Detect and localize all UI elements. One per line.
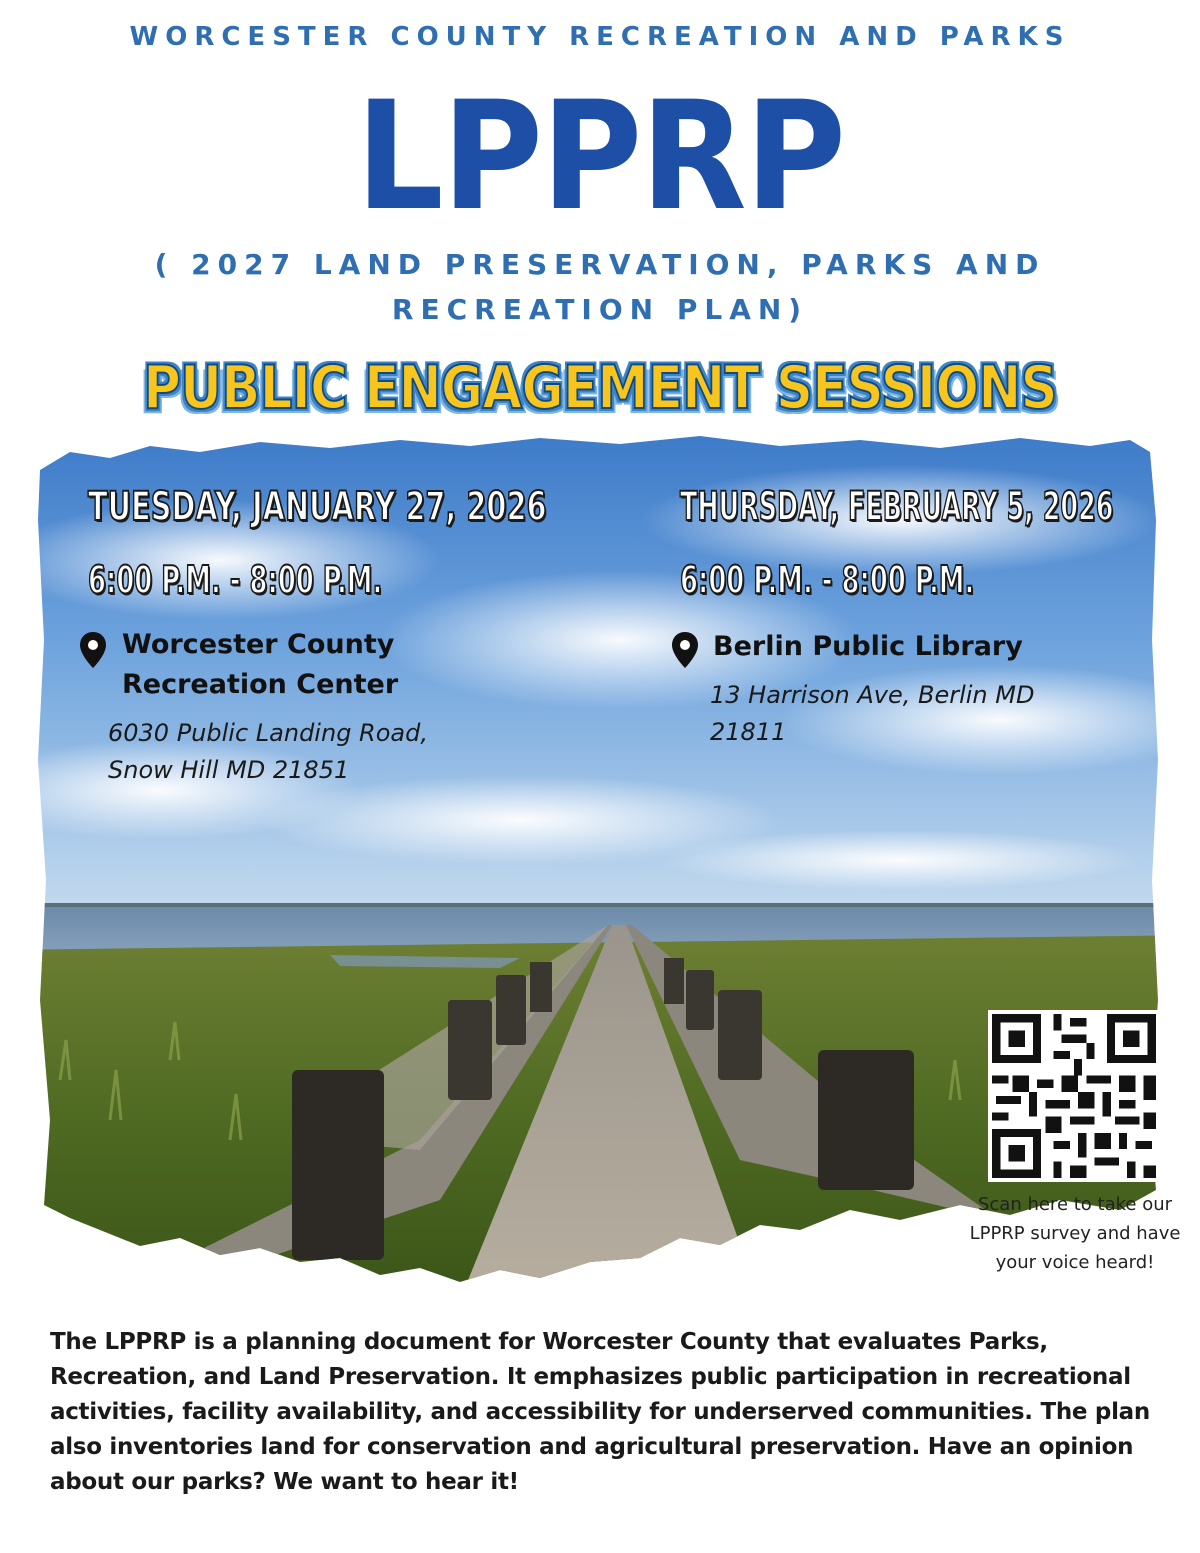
survey-qr-code[interactable] xyxy=(988,1010,1160,1182)
qr-caption: Scan here to take our LPPRP survey and have your voice heard! xyxy=(969,1194,1181,1273)
organization-title: WORCESTER COUNTY RECREATION AND PARKS xyxy=(129,22,1071,52)
session-2-date: THURSDAY, FEBRUARY 5, 2026 xyxy=(680,484,1114,530)
location-pin-icon xyxy=(78,630,108,670)
session-2-address-line2: 21811 xyxy=(710,718,787,746)
session-1-address xyxy=(108,715,428,789)
session-1-time: 6:00 P.M. - 8:00 P.M. xyxy=(88,558,383,602)
session-2-venue xyxy=(713,627,1023,667)
qr-code-icon xyxy=(988,1010,1160,1182)
plan-full-name: ( 2027 LAND PRESERVATION, PARKS AND RECREATION PLAN) xyxy=(154,248,1046,326)
plan-description: The LPPRP is a planning document for Worcester County that evaluates Parks, Recreation, and Land Preservation. It emphasizes public participation in recreational activities, facility availability, and accessibility for underserved communities. The plan also inventories land for conservation and agricultural preservation. Have an opinion about our parks? We want to hear it! xyxy=(50,1329,1150,1495)
session-2-address-line1: 13 Harrison Ave, Berlin MD xyxy=(710,681,1035,709)
location-pin-icon xyxy=(670,630,700,670)
session-1-address-line2: Snow Hill MD 21851 xyxy=(108,756,350,784)
session-1-venue-line2: Recreation Center xyxy=(122,669,399,700)
session-2-time: 6:00 P.M. - 8:00 P.M. xyxy=(680,558,975,602)
session-2-address xyxy=(710,677,1034,751)
session-1-address-line1: 6030 Public Landing Road, xyxy=(108,719,428,747)
headline: PUBLIC ENGAGEMENT SESSIONS xyxy=(143,353,1057,423)
session-2-venue-line1: Berlin Public Library xyxy=(713,631,1023,662)
session-1-venue xyxy=(122,625,398,705)
session-1-venue-line1: Worcester County xyxy=(122,629,395,660)
plan-acronym: LPPRP xyxy=(355,70,845,244)
session-1-date: TUESDAY, JANUARY 27, 2026 xyxy=(88,484,547,530)
